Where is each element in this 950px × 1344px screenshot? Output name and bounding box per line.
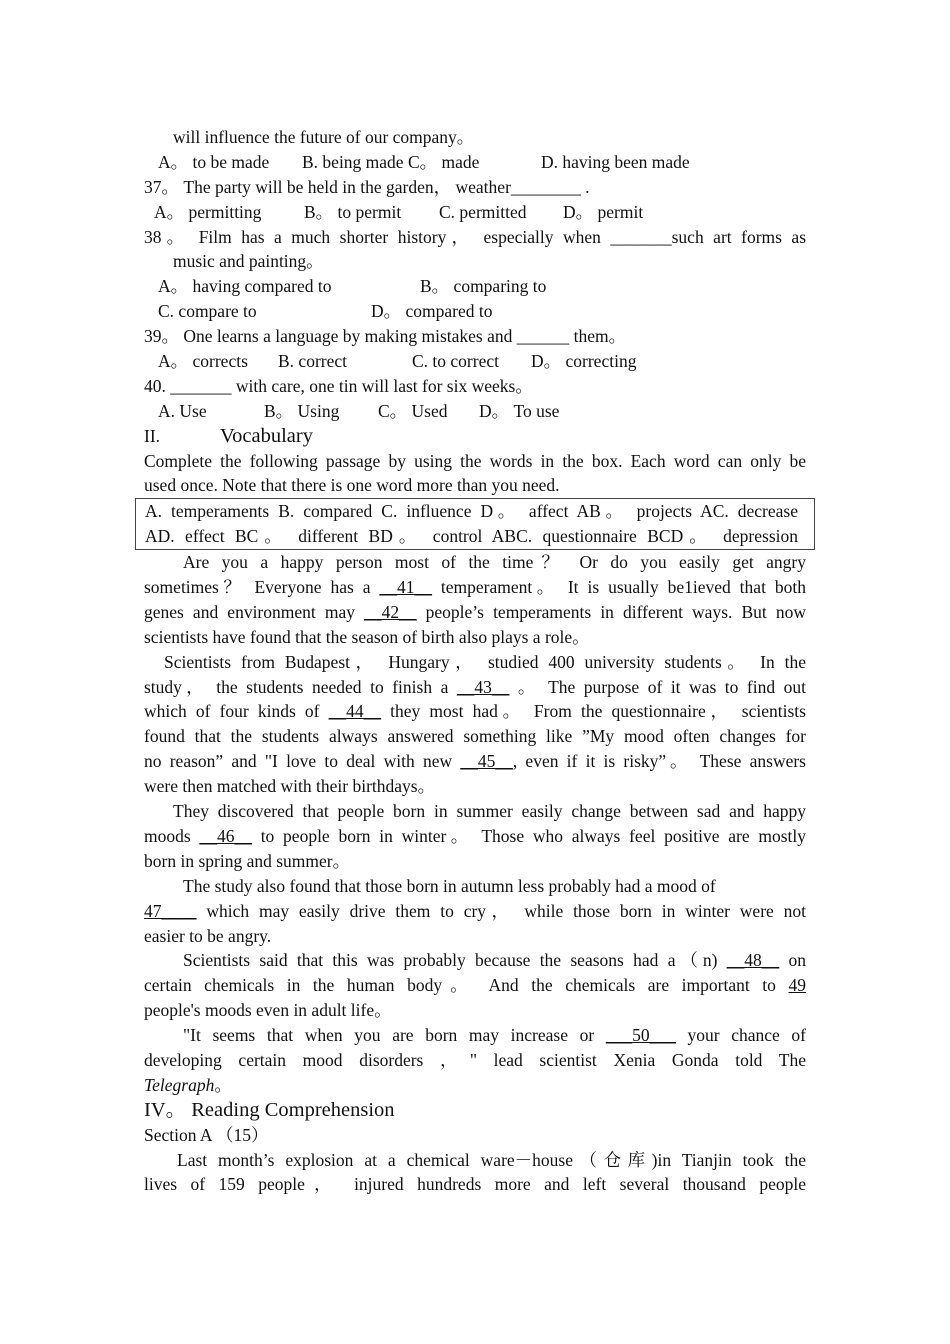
q39-option-d: D。 correcting [531,351,637,372]
q40-option-c: C。 Used [378,400,448,421]
p6-text: 。 [214,1074,232,1095]
p4-text: which may easily drive them to cry， while those born in winter were not [196,900,806,921]
p6-line3 [144,1073,806,1098]
q38-option-b: B。 comparing to [420,276,547,297]
p2-line1: Scientists from Budapest， Hungary， studied 400 university students。 In the [164,651,806,672]
p1-line3 [144,600,806,625]
p7-line1: Last month’s explosion at a chemical ware－house（仓库)in Tianjin took the [177,1149,806,1170]
q37-option-d: D。 permit [563,201,644,222]
p5-line2 [144,973,806,998]
p2-text: , even if it is risky”。 These answers [512,751,806,772]
q36-option-bc: B. being made C。 made [302,151,480,172]
q39-option-a: A。 corrects [158,351,248,372]
section-title: Vocabulary [220,424,313,447]
document-page [144,125,806,1197]
p7-line2: lives of 159 people， injured hundreds more and left several thousand people [144,1174,806,1195]
q37-stem: 37。 The party will be held in the garden， weather________ . [144,176,590,197]
q38-stem-line1: 38。 Film has a much shorter history， especially when _______such art forms as [144,226,806,247]
q38-option-c: C. compare to [158,301,257,322]
p3-line3: born in spring and summer。 [144,850,351,871]
p5-text: Scientists said that this was probably because the seasons had a（n) [183,950,727,971]
word-box-line2: AD. effect BC。 different BD。 control ABC. questionnaire BCD。 depression [145,526,798,547]
p1-text: sometimes？ Everyone has a [144,577,380,598]
paragraph-2 [144,650,806,799]
p1-text: people’s temperaments in different ways. But now [416,601,806,622]
blank-44: __44__ [328,701,382,722]
section-heading-vocabulary [144,424,806,449]
q37-option-c: C. permitted [439,201,527,222]
paragraph-4 [144,874,806,949]
section-heading-reading: IV。 Reading Comprehension [144,1098,395,1121]
p5-text: on [779,950,807,971]
section-a-label: Section A （15） [144,1124,269,1145]
paragraph-7 [144,1148,806,1198]
p2-text: study， the students needed to finish a [144,676,457,697]
q39-options [144,349,806,374]
p1-line2 [144,575,806,600]
p1-text: genes and environment may [144,601,365,622]
p5-line1 [144,948,806,973]
instructions-line2: used once. Note that there is one word more than you need. [144,475,560,496]
instructions-line1: Complete the following passage by using the words in the box. Each word can only be [144,450,806,471]
p2-line5 [144,749,806,774]
blank-41: __41__ [379,577,432,598]
q38-options-cd [144,299,806,324]
q37-options [144,200,806,225]
p6-text: your chance of [675,1025,806,1046]
publication-title: Telegraph [144,1074,215,1095]
q38-option-d: D。 compared to [371,301,493,322]
blank-47: 47____ [144,900,197,921]
word-box-line1: A. temperaments B. compared C. influence D。 affect AB。 projects AC. decrease [145,501,798,522]
q37-option-b: B。 to permit [304,201,402,222]
p3-line2 [144,824,806,849]
p2-line6: were then matched with their birthdays。 [144,776,436,797]
blank-46: __46__ [199,825,252,846]
p2-text: they most had。 From the questionnaire， scientists [381,701,806,722]
p1-line1: Are you a happy person most of the time？ Or do you easily get angry [183,552,806,573]
q40-stem: 40. _______ with care, one tin will last for six weeks。 [144,375,533,396]
q38-options-ab [144,274,806,299]
p4-line3: easier to be angry. [144,925,272,946]
q40-option-d: D。 To use [479,400,560,421]
section-number: II. [144,425,161,446]
p6-line2: developing certain mood disorders ，" lead scientist Xenia Gonda told The [144,1049,806,1070]
p3-line1: They discovered that people born in summer easily change between sad and happy [173,801,806,822]
p2-line3 [144,699,806,724]
p2-text: no reason” and "I love to deal with new [144,751,461,772]
p4-line2 [144,899,806,924]
p5-text: certain chemicals in the human body。 And the chemicals are important to [144,975,789,996]
q38-option-a: A。 having compared to [158,276,332,297]
paragraph-1 [144,550,806,650]
q37-option-a: A。 permitting [154,201,262,222]
q40-option-b: B。 Using [264,400,340,421]
paragraph-6 [144,1023,806,1098]
blank-49: 49 [788,975,806,996]
p2-text: which of four kinds of [144,701,329,722]
p2-text: 。 The purpose of it was to find out [509,676,806,697]
q39-option-b: B. correct [278,351,347,372]
q36-options [144,150,806,175]
blank-50: ___50___ [605,1025,676,1046]
p6-text: "It seems that when you are born may increase or [183,1025,606,1046]
p3-text: to people born in winter。 Those who always feel positive are mostly [251,825,806,846]
p1-text: temperament。 It is usually be1ieved that both [431,577,806,598]
blank-43: __43__ [456,676,510,697]
blank-48: __48__ [726,950,780,971]
blank-45: __45__ [460,751,513,772]
paragraph-5 [144,948,806,1023]
p2-line2 [144,675,806,700]
paragraph-3 [144,799,806,874]
p3-text: moods [144,825,200,846]
q39-option-c: C. to correct [412,351,499,372]
p5-line3: people's moods even in adult life。 [144,1000,392,1021]
q40-option-a: A. Use [158,400,207,421]
q39-stem: 39。 One learns a language by making mistakes and ______ them。 [144,326,627,347]
blank-42: __42__ [364,601,417,622]
p1-line4: scientists have found that the season of birth also plays a role。 [144,626,590,647]
p2-line4: found that the students always answered something like ”My mood often changes for [144,726,806,747]
q36-option-d: D. having been made [541,151,690,172]
q36-tail: will influence the future of our company。 [173,127,475,147]
p6-line1 [144,1023,806,1048]
p4-line1: The study also found that those born in autumn less probably had a mood of [183,875,716,896]
q36-option-a: A。 to be made [158,151,270,172]
q38-stem-line2: music and painting。 [173,251,324,272]
word-box [135,498,815,550]
q40-options [144,399,806,424]
